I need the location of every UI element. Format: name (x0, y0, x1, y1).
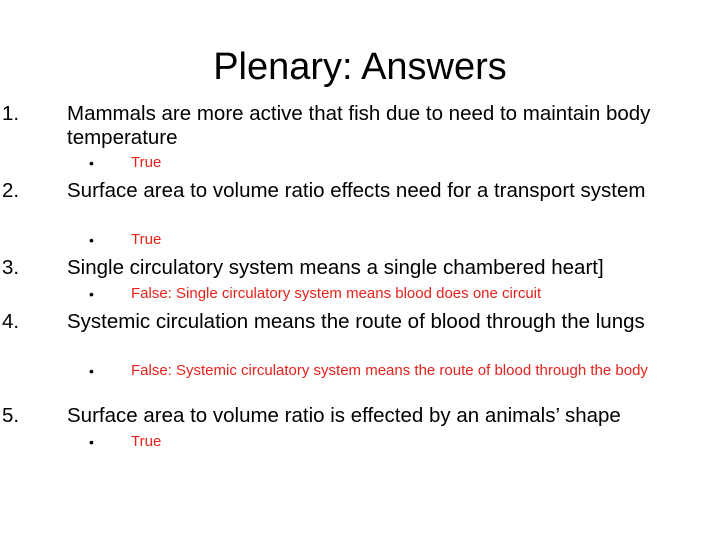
bullet-icon: • (89, 434, 94, 450)
question-number: 4. (2, 310, 20, 333)
question-text: Surface area to volume ratio is effected by an animals’ shape (67, 404, 621, 427)
question-text: Surface area to volume ratio effects need for a transport system (67, 179, 646, 202)
answer-text: True (131, 231, 162, 248)
question-text: Single circulatory system means a single chambered heart] (67, 256, 604, 279)
bullet-icon: • (89, 155, 94, 171)
answer-text: False: Single circulatory system means blood does one circuit (131, 285, 542, 302)
question-text: Systemic circulation means the route of blood through the lungs (67, 310, 645, 333)
answer-text: True (131, 154, 162, 171)
bullet-icon: • (89, 363, 94, 379)
bullet-icon: • (89, 286, 94, 302)
bullet-icon: • (89, 232, 94, 248)
question-number: 3. (2, 256, 20, 279)
answer-text: False: Systemic circulatory system means the route of blood through the body (131, 362, 648, 379)
question-number: 1. (2, 102, 20, 125)
answer-text: True (131, 433, 162, 450)
question-text: Mammals are more active that fish due to need to maintain body temperature (67, 102, 651, 149)
question-number: 5. (2, 404, 20, 427)
question-number: 2. (2, 179, 20, 202)
slide-title: Plenary: Answers (213, 46, 507, 88)
